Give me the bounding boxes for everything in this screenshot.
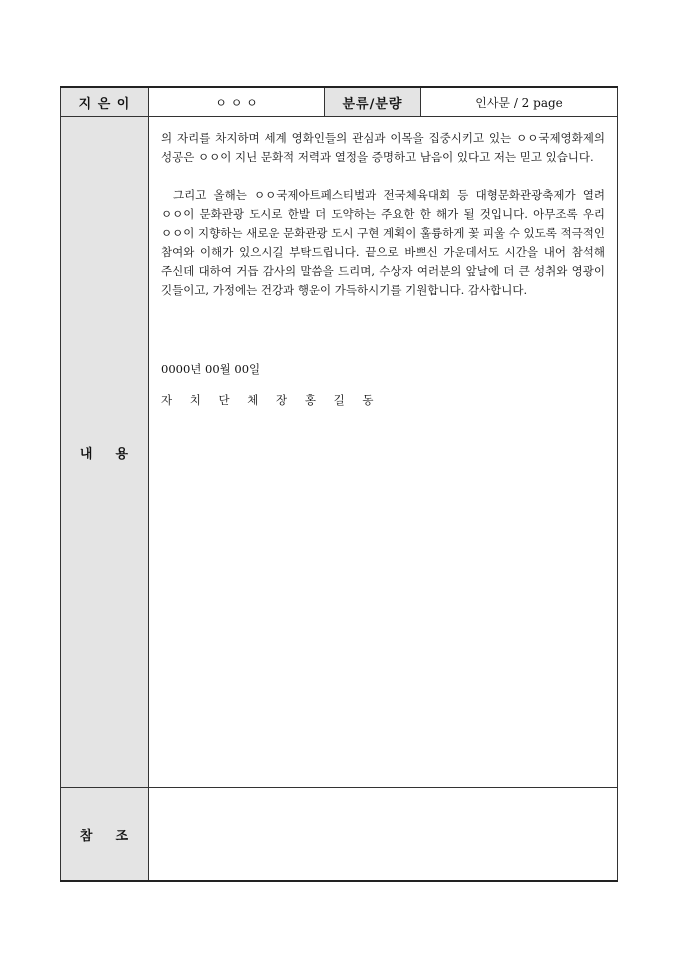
content-signature: 자 치 단 체 장 홍 길 동 — [161, 393, 381, 407]
author-value: ㅇ ㅇ ㅇ — [149, 87, 325, 117]
content-cell — [149, 117, 618, 788]
reference-label: 참 조 — [61, 788, 149, 882]
content-body — [149, 117, 617, 410]
content-date: 0000년 00월 00일 — [161, 362, 261, 376]
document-form — [60, 86, 618, 882]
reference-value — [149, 788, 618, 882]
content-row — [61, 117, 618, 788]
category-value: 인사문 / 2 page — [421, 87, 618, 117]
content-label: 내 용 — [61, 117, 149, 788]
reference-row — [61, 788, 618, 882]
author-label: 지 은 이 — [61, 87, 149, 117]
content-paragraph-2: 그리고 올해는 ㅇㅇ국제아트페스티벌과 전국체육대회 등 대형문화관광축제가 열려 ㅇㅇ이 문화관광 도시로 한발 더 도약하는 주요한 한 해가 될 것입니다. 아무조록 우리 ㅇㅇ이 지향하는 새로운 문화관광 도시 구현 계획이 훌륭하게 꽃 피울 수 있도록 적극적인 참여와 이해가 있으시길 부탁드립니다. 끝으로 바쁘신 가운데서도 시간을 내어 참석해 주신데 대하여 거듭 감사의 말씀을 드리며, 수상자 여러분의 앞날에 더 큰 성취와 영광이 깃들이고, 가정에는 건강과 행운이 가득하시기를 기원합니다. 감사합니다. — [161, 188, 605, 297]
header-row — [61, 87, 618, 117]
category-label: 분류/분량 — [325, 87, 421, 117]
content-paragraph-1: 의 자리를 차지하며 세계 영화인들의 관심과 이목을 집중시키고 있는 ㅇㅇ국제영화제의 성공은 ㅇㅇ이 지닌 문화적 저력과 열정을 증명하고 남음이 있다고 저는 믿고 있습니다. — [161, 131, 605, 164]
